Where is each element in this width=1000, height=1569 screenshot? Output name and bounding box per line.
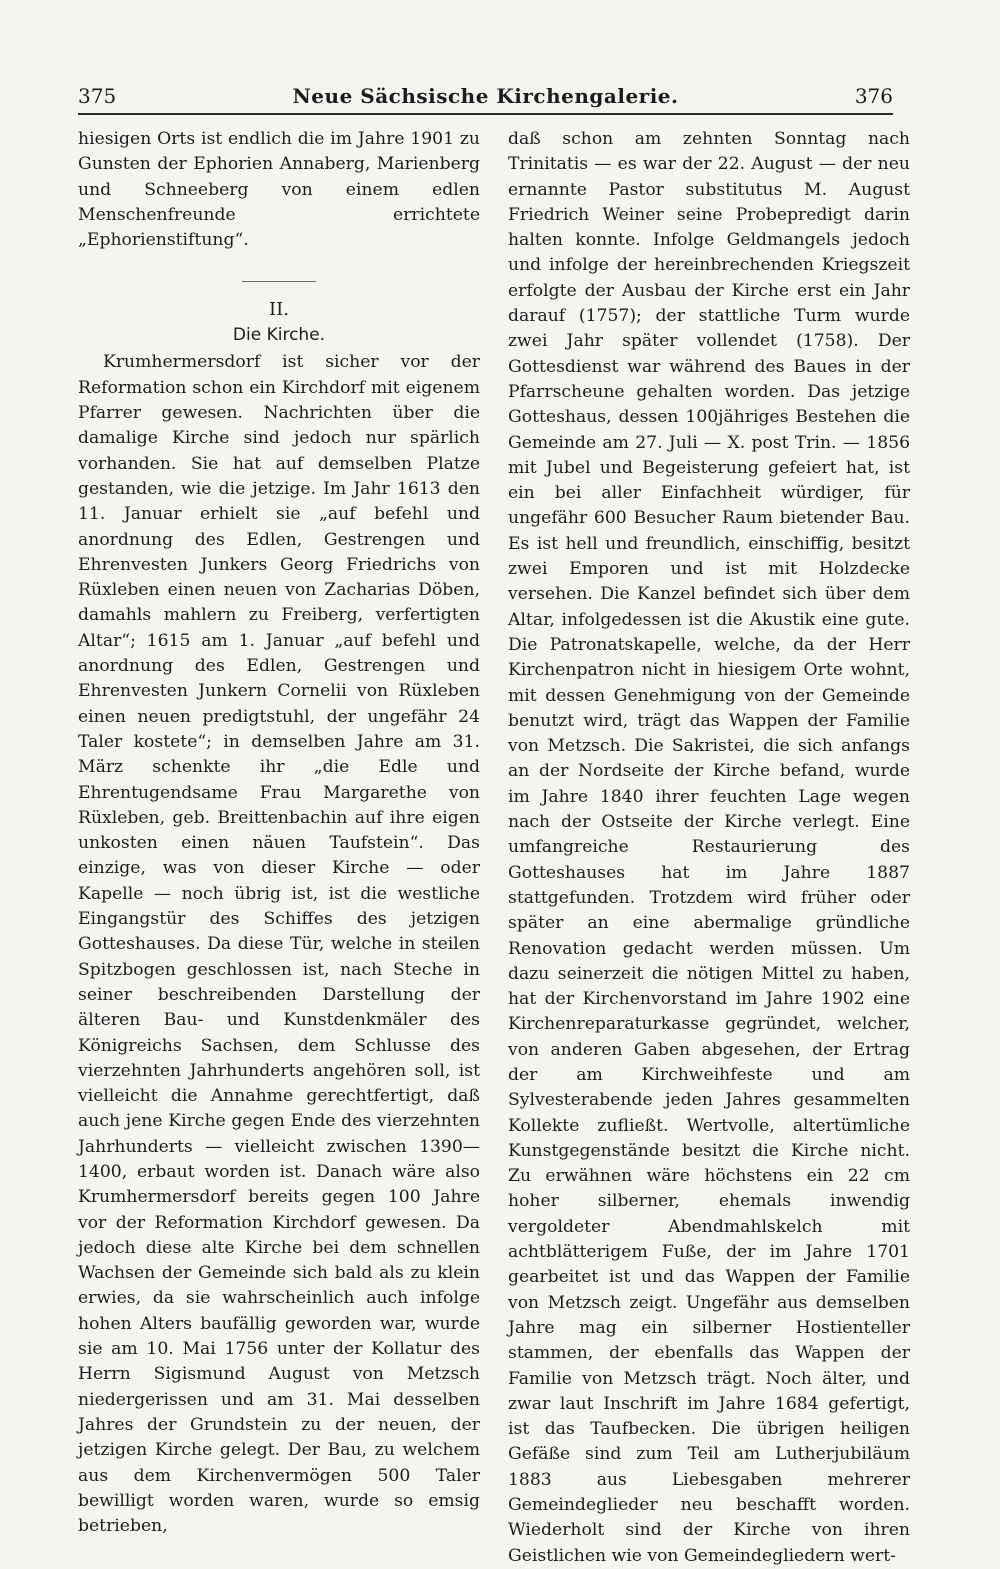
page-number-right: 376 <box>854 84 893 108</box>
right-body-paragraph: daß schon am zehnten Sonntag nach Trinitatis — es war der 22. August — der neu ernannte Pastor substitutus M. August Friedrich Weiner seine Probepredigt darin halten konnte. Infolge Geldmangels jedoch und infolge der hereinbrechenden Kriegszeit erfolgte der Ausbau der Kirche erst ein Jahr darauf (1757); der stattliche Turm wurde zwei Jahr später vollendet (1758). Der Gottesdienst war während des Baues in der Pfarrscheune gehalten worden. Das jetzige Gotteshaus, dessen 100jähriges Bestehen die Gemeinde am 27. Juli — X. post Trin. — 1856 mit Jubel und Begeisterung gefeiert hat, ist ein bei aller Einfachheit würdiger, für ungefähr 600 Besucher Raum bietender Bau. Es ist hell und freundlich, einschiffig, besitzt zwei Emporen und ist mit Holzdecke versehen. Die Kanzel befindet sich über dem Altar, infolgedessen ist die Akustik eine gute. Die Patronatskapelle, welche, da der Herr Kirchenpatron nicht in hiesigem Orte wohnt, mit dessen Genehmigung von der Gemeinde benutzt wird, trägt das Wappen der Familie von Metzsch. Die Sakristei, die sich anfangs an der Nordseite der Kirche befand, wurde im Jahre 1840 ihrer feuchten Lage wegen nach der Ostseite der Kirche verlegt. Eine umfangreiche Restaurierung des Gotteshauses hat im Jahre 1887 stattgefunden. Trotzdem wird früher oder später an eine abermalige gründliche Renovation gedacht werden müssen. Um dazu seinerzeit die nötigen Mittel zu haben, hat der Kirchenvorstand im Jahre 1902 eine Kirchenreparaturkasse gegründet, welcher, von anderen Gaben abgesehen, der Ertrag der am Kirchweihfeste und am Sylvesterabende jeden Jahres gesammelten Kollekte zufließt. Wertvolle, altertümliche Kunstgegenstände besitzt die Kirche nicht. Zu erwähnen wäre höchstens ein 22 cm hoher silberner, ehemals inwendig vergoldeter Abendmahlskelch mit achtblätterigem Fuße, der im Jahre 1701 gearbeitet ist und das Wappen der Familie von Metzsch zeigt. Ungefähr aus demselben Jahre mag ein silberner Hostienteller stammen, der ebenfalls das Wappen der Familie von Metzsch trägt. Noch älter, und zwar laut Inschrift im Jahre 1684 gefertigt, ist das Taufbecken. Die übrigen heiligen Gefäße sind zum Teil am Lutherjubiläum 1883 aus Liebesgaben mehrerer Gemeindeglieder neu beschafft worden. Wiederholt sind der Kirche von ihren Geistlichen wie von Gemeindegliedern wert- <box>508 129 910 1566</box>
intro-paragraph: hiesigen Orts ist endlich die im Jahre 1901 zu Gunsten der Ephorien Annaberg, Marienberg und Schneeberg von einem edlen Menschenfreunde errichtete „Ephorienstiftung“. <box>78 129 480 251</box>
section-title: Die Kirche. <box>232 325 326 346</box>
header-rule <box>78 113 893 115</box>
section-number: II. <box>269 299 289 321</box>
section-divider <box>242 281 316 282</box>
right-column <box>508 127 910 1569</box>
page-header <box>78 84 893 114</box>
page-number-left: 375 <box>78 84 117 108</box>
left-body-paragraph: Krumhermersdorf ist sicher vor der Reformation schon ein Kirchdorf mit eigenem Pfarrer gewesen. Nachrichten über die damalige Kirche sind jedoch nur spärlich vorhanden. Sie hat auf demselben Platze gestanden, wie die jetzige. Im Jahr 1613 den 11. Januar erhielt sie „auf befehl und anordnung des Edlen, Gestrengen und Ehrenvesten Junkers Georg Friedrichs von Rüxleben einen neuen von Zacharias Döben, damahls mahlern zu Freiberg, verfertigten Altar“; 1615 am 1. Januar „auf befehl und anordnung des Edlen, Gestrengen und Ehrenvesten Junkern Cornelii von Rüxleben einen neuen predigtstuhl, der ungefähr 24 Taler kostete“; in demselben Jahre am 31. März schenkte ihr „die Edle und Ehrentugendsame Frau Margarethe von Rüxleben, geb. Breittenbachin auf ihre eigen unkosten einen näuen Taufstein“. Das einzige, was von dieser Kirche — oder Kapelle — noch übrig ist, ist die westliche Eingangstür des Schiffes des jetzigen Gotteshauses. Da diese Tür, welche in steilen Spitzbogen geschlossen ist, nach Steche in seiner beschreibenden Darstellung der älteren Bau- und Kunstdenkmäler des Königreichs Sachsen, dem Schlusse des vierzehnten Jahrhunderts angehören soll, ist vielleicht die Annahme gerechtfertigt, daß auch jene Kirche gegen Ende des vierzehnten Jahrhunderts — vielleicht zwischen 1390—1400, erbaut worden ist. Danach wäre also Krumhermersdorf bereits gegen 100 Jahre vor der Reformation Kirchdorf gewesen. Da jedoch diese alte Kirche bei dem schnellen Wachsen der Gemeinde sich bald als zu klein erwies, da sie wahrscheinlich auch infolge hohen Alters baufällig geworden war, wurde sie am 10. Mai 1756 unter der Kollatur des Herrn Sigismund August von Metzsch niedergerissen und am 31. Mai desselben Jahres der Grundstein zu der neuen, der jetzigen Kirche gelegt. Der Bau, zu welchem aus dem Kirchenvermögen 500 Taler bewilligt worden waren, wurde so emsig betrieben, <box>78 352 480 1537</box>
running-title: Neue Sächsische Kirchengalerie. <box>292 84 679 108</box>
left-column <box>78 127 480 1539</box>
